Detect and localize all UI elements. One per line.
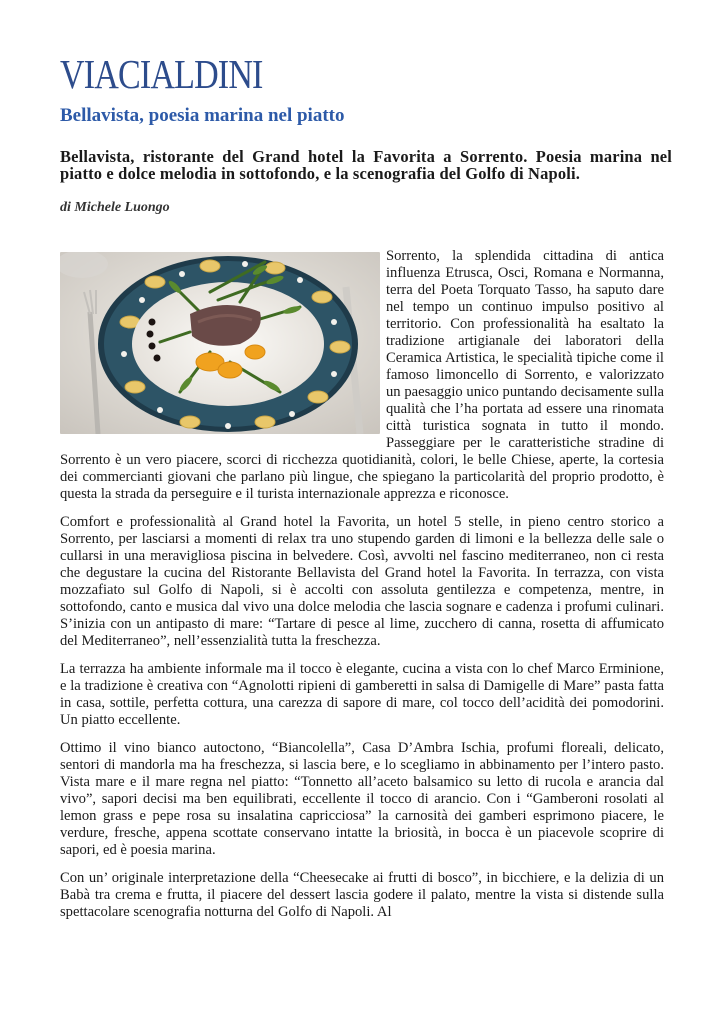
article-headline: Bellavista, poesia marina nel piatto bbox=[60, 105, 345, 126]
paragraph: Comfort e professionalità al Grand hotel la Favorita, un hotel 5 stelle, in pieno centro storico a Sorrento, per lasciarsi a momenti di relax tra uno stupendo garden di limoni e la bellezza delle sale o cullarsi in una meravigliosa piscina in belvedere. Così, avvolti nel fascino mediterraneo, non ci resta che degustare la cucina del Ristorante Bellavista del Grand hotel la Favorita. In terrazza, con vista mozzafiato sul Golfo di Napoli, si è accolti con assoluta gentilezza e competenza, mentre, in sottofondo, canto e musica dal vivo una dolce melodia che lascia sognare e cadenza i profumi culinari. S’inizia con un antipasto di mare: “Tartare di pesce al lime, zucchero di canna, rosetta di affumicato del Mediterraneo”, nell’essenzialità tutta la freschezza. bbox=[60, 514, 664, 649]
article-body bbox=[60, 248, 664, 932]
paragraph: Con un’ originale interpretazione della “Cheesecake ai frutti di bosco”, in bicchiere, e la delizia di un Babà tra crema e frutta, il piacere del dessert lascia godere il palato, mentre la vista si distende sulla spettacolare scenografia notturna del Golfo di Napoli. Al bbox=[60, 870, 664, 920]
paragraph: La terrazza ha ambiente informale ma il tocco è elegante, cucina a vista con lo chef Marco Erminione, e la tradizione è creativa con “Agnolotti ripieni di gamberetti in salsa di Damigelle di Mare” pasta fatta in casa, sottile, perfetta cottura, una carezza di sapore di mare, col tocco dell’acidità dei pomodorini. Un piatto eccellente. bbox=[60, 661, 664, 728]
masthead-logo: VIACIALDINI bbox=[60, 51, 263, 97]
paragraph: Ottimo il vino bianco autoctono, “Biancolella”, Casa D’Ambra Ischia, profumi floreali, delicato, sentori di mandorla ma ha freschezza, si lascia bere, e lo scegliamo in abbinamento per l’intero pasto. Vista mare e il mare regna nel piatto: “Tonnetto all’aceto balsamico su letto di rucola e arancia dal vivo”, sapori decisi ma ben equilibrati, eccellente il tocco di arancio. Con i “Gamberoni rosolati al lemon grass e pepe rosa su insalatina capricciosa” la carnosità dei gamberi esprimono piacere, le verdure, fresche, appena scottate conservano intatte la briosità, in bocca è un piacevole scoprire di sapori, ed è poesia marina. bbox=[60, 740, 664, 858]
paragraph: Sorrento, la splendida cittadina di antica influenza Etrusca, Osci, Romana e Normanna, terra del Poeta Torquato Tasso, ha saputo dare nel tempo un continuo impulso positivo al territorio. Con professionalità ha esaltato la tradizione artigianale dei laboratori della Ceramica Artistica, le specialità tipiche come il famoso limoncello di Sorrento, e valorizzato un paesaggio unico puntando decisamente sulla qualità che l’ha portata ad essere una rinomata città turistica sognata in tutto il mondo. Passeggiare per le caratteristiche stradine di Sorrento è un vero piacere, scorci di ricchezza quotidianità, colori, le belle Chiese, aperte, la cortesia dei commercianti giovani che parlano più lingue, che spiegano la particolarità del proprio prodotto, è questa la strada da perseguire e il turista internazionale apprezza e riconosce. bbox=[60, 248, 664, 502]
article-byline: di Michele Luongo bbox=[60, 200, 170, 215]
dish-photo bbox=[60, 252, 380, 434]
article-subheading: Bellavista, ristorante del Grand hotel la Favorita a Sorrento. Poesia marina nel piatto e dolce melodia in sottofondo, e la scenografia del Golfo di Napoli. bbox=[60, 147, 672, 183]
